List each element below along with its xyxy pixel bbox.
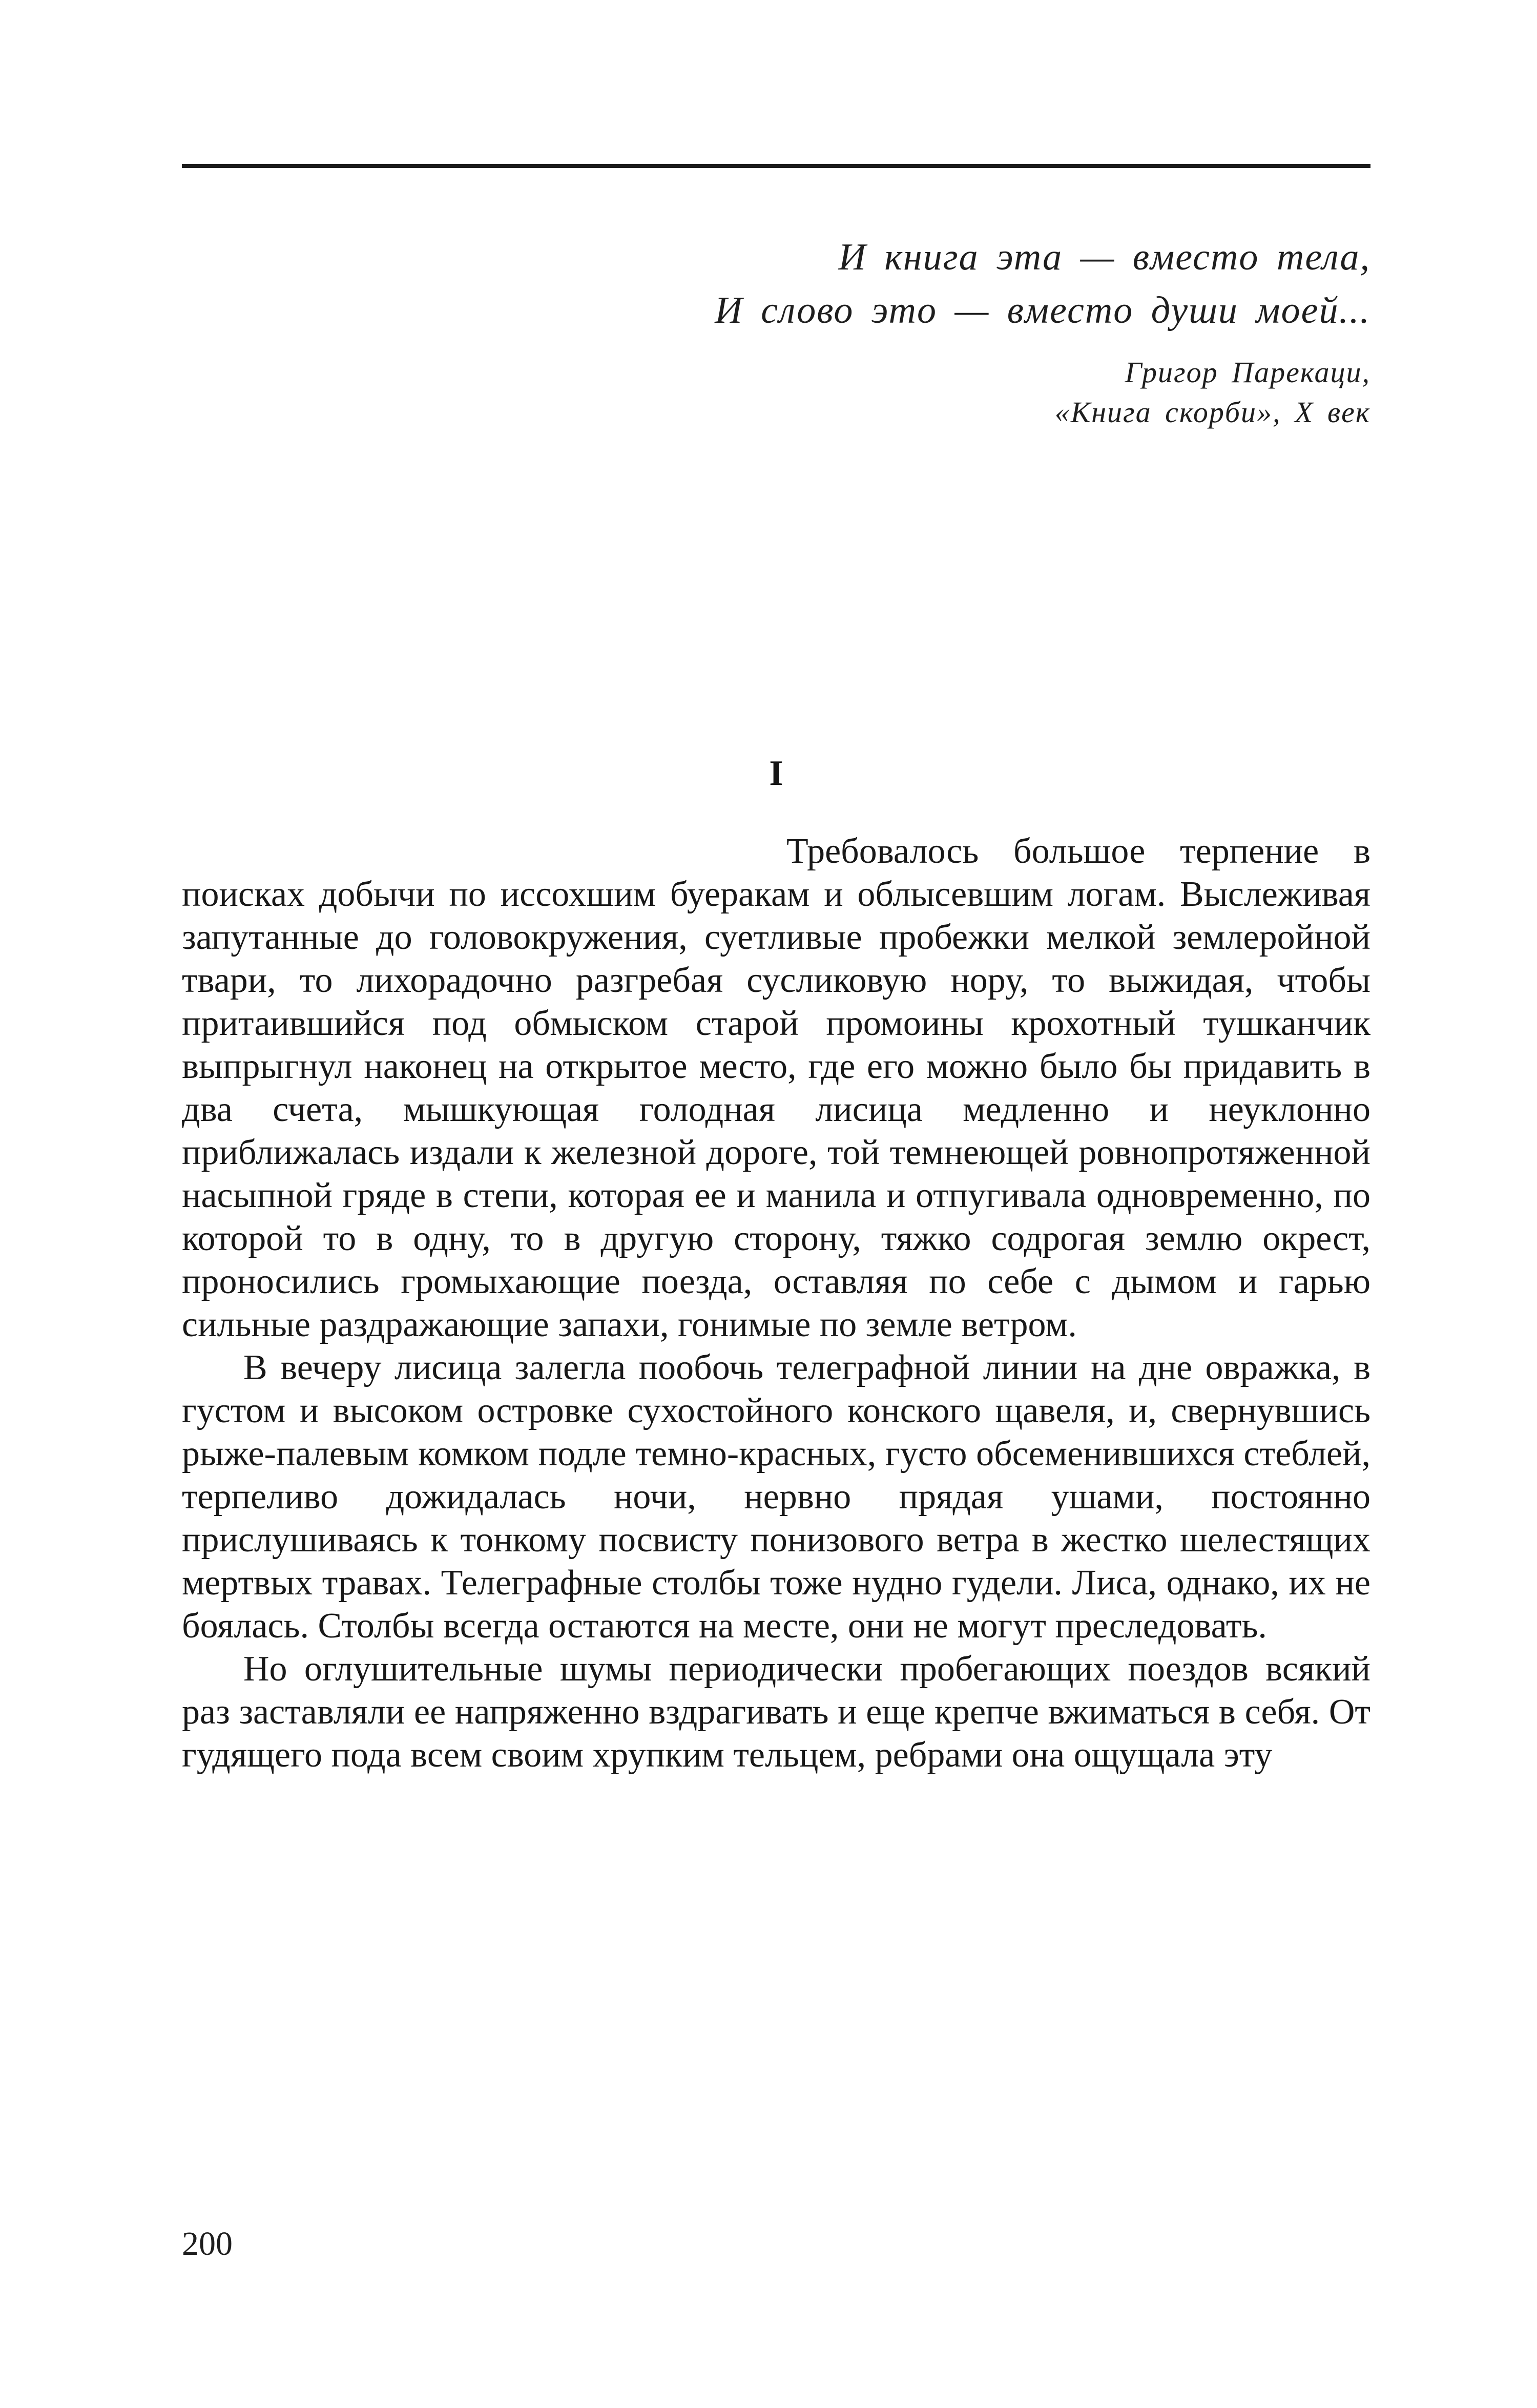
chapter-number: I <box>769 754 783 793</box>
page-number: 200 <box>182 2225 233 2262</box>
epigraph-line-1: И книга эта — вместо тела, <box>838 236 1370 278</box>
body-text <box>182 830 1370 1777</box>
epigraph-author: Григор Парекаци, <box>1125 356 1370 389</box>
epigraph-line-2: И слово это — вместо души моей... <box>715 289 1370 331</box>
paragraph-3: Но оглушительные шумы периодически пробегающих поездов всякий раз заставляли ее напряженно вздрагивать и еще крепче вжиматься в себя. От гудящего пода всем своим хрупким тельцем, ребрами она ощущала эту <box>182 1649 1370 1775</box>
epigraph-source: «Книга скорби», X век <box>1054 396 1370 429</box>
paragraph-2: В вечеру лисица залегла пообочь телеграфной линии на дне овражка, в густом и высоком островке сухостойного конского щавеля, и, свернувшись рыже-палевым комком подле темно-красных, густо обсеменившихся стеблей, терпеливо дожидалась ночи, нервно прядая ушами, постоянно прислушиваясь к тонкому посвисту понизового ветра в жестко шелестящих мертвых травах. Телеграфные столбы тоже нудно гудели. Лиса, однако, их не боялась. Столбы всегда остаются на месте, они не могут преследовать. <box>182 1348 1370 1646</box>
epigraph <box>182 231 1370 432</box>
paragraph-1: Требовалось большое терпение в поисках добычи по иссохшим буеракам и облысевшим логам. Выслеживая запутанные до головокружения, суетливые пробежки мелкой землеройной твари, то лихорадочно разгребая сусликовую нору, то выжидая, чтобы притаившийся под обмыском старой промоины крохотный тушканчик выпрыгнул наконец на открытое место, где его можно было бы придавить в два счета, мышкующая голодная лисица медленно и неуклонно приближалась издали к железной дороге, той темнеющей ровнопротяженной насыпной гряде в степи, которая ее и манила и отпугивала одновременно, по которой то в одну, то в другую сторону, тяжко содрогая землю окрест, проносились громыхающие поезда, оставляя по себе с дымом и гарью сильные раздражающие запахи, гонимые по земле ветром. <box>182 832 1370 1344</box>
top-rule <box>182 164 1370 168</box>
epigraph-attribution <box>182 352 1370 432</box>
